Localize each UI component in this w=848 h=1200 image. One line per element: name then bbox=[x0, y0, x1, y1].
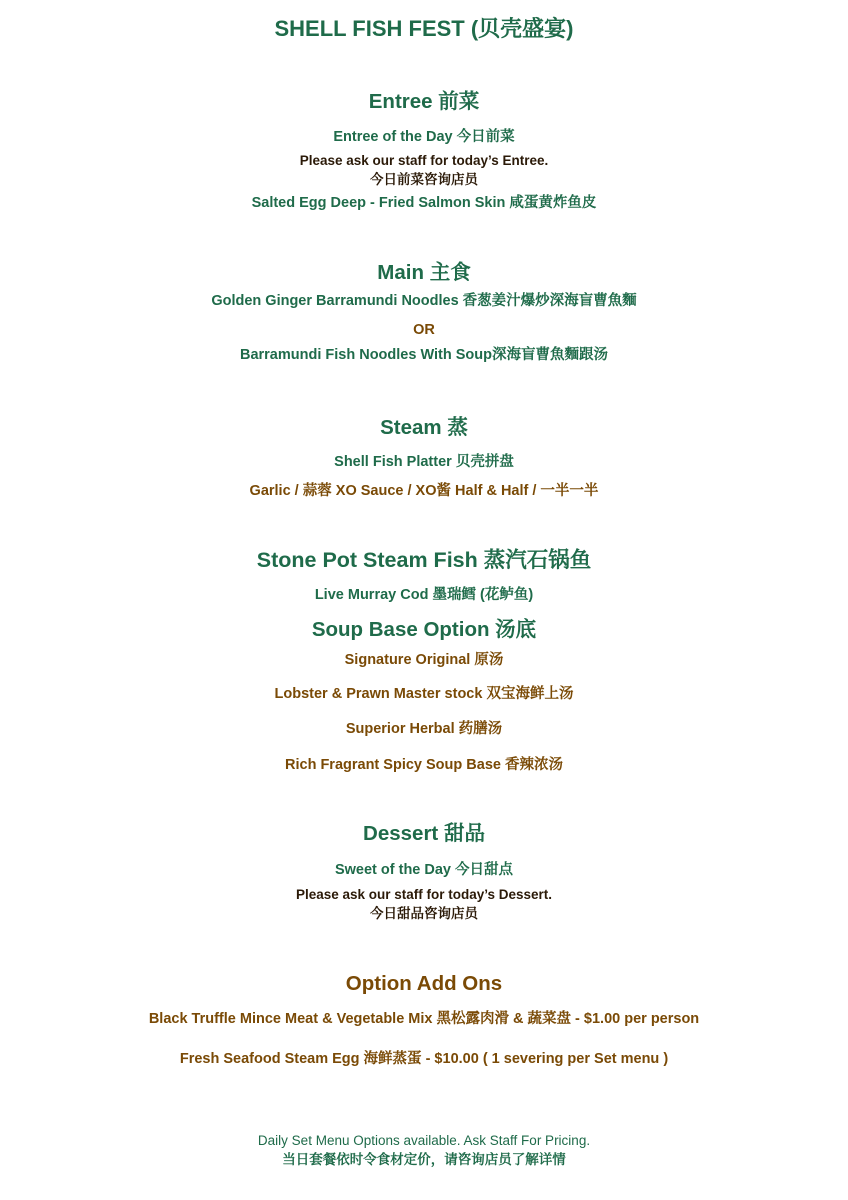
steam-heading: Steam 蒸 bbox=[380, 416, 468, 439]
entree-ask-en: Please ask our staff for today’s Entree. bbox=[299, 153, 549, 168]
entree-of-day: Entree of the Day 今日前菜 bbox=[333, 129, 515, 145]
soup-option: Superior Herbal 药膳汤 bbox=[345, 721, 503, 737]
stone-pot-item: Live Murray Cod 墨瑞鳕 (花鲈鱼) bbox=[314, 587, 534, 603]
dessert-ask-en: Please ask our staff for today’s Dessert. bbox=[295, 887, 553, 902]
main-item-2: Barramundi Fish Noodles With Soup深海盲曹魚麵跟汤 bbox=[239, 347, 608, 363]
addon-item-1: Black Truffle Mince Meat & Vegetable Mix 黑松露肉滑 & 蔬菜盘 - $1.00 per person bbox=[148, 1011, 700, 1027]
entree-item: Salted Egg Deep - Fried Salmon Skin 咸蛋黄炸鱼皮 bbox=[251, 195, 597, 211]
menu-title: SHELL FISH FEST (贝壳盛宴) bbox=[274, 16, 574, 41]
dessert-heading: Dessert 甜品 bbox=[363, 822, 485, 845]
soup-option: Rich Fragrant Spicy Soup Base 香辣浓汤 bbox=[285, 757, 563, 773]
entree-heading: Entree 前菜 bbox=[368, 90, 480, 113]
entree-ask-cn: 今日前菜咨询店员 bbox=[370, 172, 478, 187]
soup-heading: Soup Base Option 汤底 bbox=[311, 618, 537, 641]
dessert-ask-cn: 今日甜品咨询店员 bbox=[370, 906, 478, 921]
stone-pot-heading: Stone Pot Steam Fish 蒸汽石锅鱼 bbox=[256, 548, 592, 572]
footer-note-cn: 当日套餐依时令食材定价，请咨询店员了解详情 bbox=[282, 1152, 566, 1167]
steam-sauce: Garlic / 蒜蓉 XO Sauce / XO酱 Half & Half / 一半一半 bbox=[249, 483, 599, 499]
steam-item: Shell Fish Platter 贝壳拼盘 bbox=[334, 454, 514, 470]
dessert-of-day: Sweet of the Day 今日甜点 bbox=[334, 862, 514, 878]
addon-item-2: Fresh Seafood Steam Egg 海鲜蒸蛋 - $10.00 ( 1 severing per Set menu ) bbox=[179, 1051, 669, 1067]
footer-note-en: Daily Set Menu Options available. Ask Staff For Pricing. bbox=[257, 1133, 591, 1148]
soup-option: Lobster & Prawn Master stock 双宝海鲜上汤 bbox=[274, 686, 574, 702]
addons-heading: Option Add Ons bbox=[345, 972, 503, 995]
main-heading: Main 主食 bbox=[377, 261, 471, 284]
main-item-1: Golden Ginger Barramundi Noodles 香葱姜汁爆炒深海盲曹魚麵 bbox=[211, 293, 637, 309]
main-or: OR bbox=[413, 322, 435, 338]
soup-option: Signature Original 原汤 bbox=[344, 652, 504, 668]
